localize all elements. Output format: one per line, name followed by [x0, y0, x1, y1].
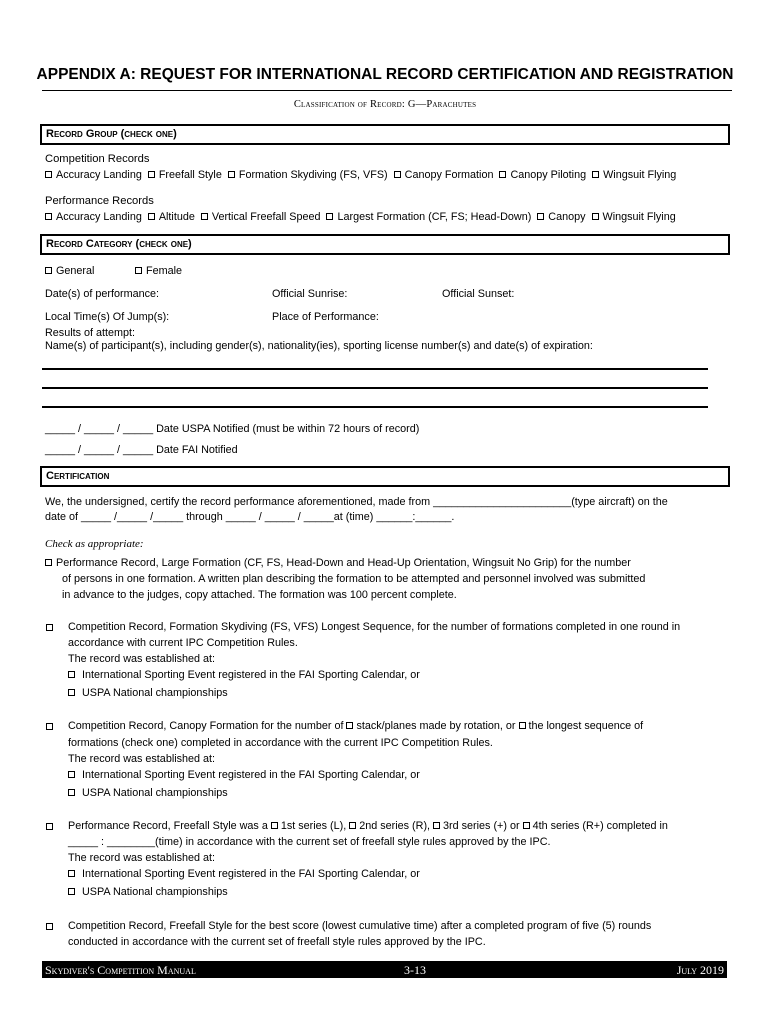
item4-line: _____ : ________(time) in accordance with the current set of freefall style rules approved by the IPC.: [68, 836, 551, 848]
item5-line: conducted in accordance with the current set of freefall style rules approved by the IPC.: [68, 936, 486, 948]
dates-of-performance-label: Date(s) of performance:: [45, 288, 160, 300]
checkbox-icon[interactable]: [537, 213, 544, 220]
checkbox-icon[interactable]: [394, 171, 401, 178]
item5-line: Competition Record, Freefall Style for the best score (lowest cumulative time) after a completed program of five (5) rounds: [68, 920, 652, 932]
item1-line: in advance to the judges, copy attached. The formation was 100 percent complete.: [62, 589, 457, 601]
item3-line: formations (check one) completed in accordance with the current IPC Competition Rules.: [68, 737, 493, 749]
option-label: Wingsuit Flying: [603, 169, 677, 181]
participants-entry-line[interactable]: [42, 406, 708, 408]
competition-records-title: Competition Records: [45, 153, 150, 165]
checkbox-icon[interactable]: [45, 171, 52, 178]
item1-line: Performance Record, Large Formation (CF, FS, Head-Down and Head-Up Orientation, Wingsuit No Grip) for the number: [45, 557, 631, 569]
checkbox-icon[interactable]: [326, 213, 333, 220]
option-label: Canopy Formation: [404, 169, 494, 181]
option-label: Freefall Style: [158, 169, 222, 181]
checkbox-icon[interactable]: [46, 723, 53, 730]
participants-entry-line[interactable]: [42, 368, 708, 370]
record-category-heading: Record Category (check one): [46, 238, 192, 250]
venue-option-fai: International Sporting Event registered in the FAI Sporting Calendar, or: [68, 769, 420, 781]
option-label: Altitude: [158, 211, 195, 223]
performance-records-options: [45, 211, 676, 223]
checkbox-icon[interactable]: [519, 722, 526, 729]
footer-page-number: 3-13: [404, 963, 426, 977]
certification-statement-line: We, the undersigned, certify the record performance aforementioned, made from _______________________(type aircraft) on the: [45, 496, 668, 508]
item4-line: Performance Record, Freefall Style was a 1st series (L), 2nd series (R), 3rd series (+) or 4th series (R+) completed in: [68, 820, 668, 832]
option-label: Vertical Freefall Speed: [211, 211, 321, 223]
footer-date: July 2019: [676, 963, 724, 977]
certification-heading: Certification: [46, 470, 110, 482]
item1-line: of persons in one formation. A written plan describing the formation to be attempted and personnel involved was submitted: [62, 573, 646, 585]
checkbox-icon[interactable]: [68, 888, 75, 895]
checkbox-icon[interactable]: [148, 171, 155, 178]
checkbox-icon[interactable]: [135, 267, 142, 274]
place-of-performance-label: Place of Performance:: [272, 311, 379, 323]
checkbox-icon[interactable]: [46, 923, 53, 930]
checkbox-icon[interactable]: [271, 822, 278, 829]
check-as-appropriate-cue: Check as appropriate:: [45, 538, 144, 550]
item3-line: The record was established at:: [68, 753, 216, 765]
venue-option-fai: International Sporting Event registered in the FAI Sporting Calendar, or: [68, 669, 420, 681]
results-label: Results of attempt:: [45, 327, 136, 339]
classification-subtitle: Classification of Record: G—Parachutes: [293, 99, 477, 110]
checkbox-icon[interactable]: [433, 822, 440, 829]
option-label: Canopy: [548, 211, 586, 223]
category-female-option[interactable]: Female: [135, 265, 182, 277]
record-group-heading-box: [40, 124, 730, 145]
item4-line: The record was established at:: [68, 852, 216, 864]
participants-entry-line[interactable]: [42, 387, 708, 389]
checkbox-icon[interactable]: [148, 213, 155, 220]
checkbox-icon[interactable]: [68, 789, 75, 796]
venue-option-national: USPA National championships: [68, 886, 228, 898]
checkbox-icon[interactable]: [45, 559, 52, 566]
footer-manual-title: Skydiver's Competition Manual: [45, 963, 196, 977]
participants-label: Name(s) of participant(s), including gender(s), nationality(ies), sporting license number(s) and date(s) of expiration:: [45, 340, 593, 352]
checkbox-icon[interactable]: [68, 870, 75, 877]
competition-records-options: [45, 169, 676, 181]
checkbox-icon[interactable]: [346, 722, 353, 729]
checkbox-icon[interactable]: [46, 823, 53, 830]
venue-option-national: USPA National championships: [68, 787, 228, 799]
certification-statement-line: date of _____ /_____ /_____ through _____ / _____ / _____at (time) ______:______.: [45, 511, 455, 523]
performance-records-title: Performance Records: [45, 195, 154, 207]
venue-option-fai: International Sporting Event registered in the FAI Sporting Calendar, or: [68, 868, 420, 880]
official-sunrise-label: Official Sunrise:: [272, 288, 348, 300]
option-label: Wingsuit Flying: [602, 211, 676, 223]
page-title: APPENDIX A: REQUEST FOR INTERNATIONAL RECORD CERTIFICATION AND REGISTRATION: [36, 66, 734, 83]
checkbox-icon[interactable]: [201, 213, 208, 220]
record-category-heading-box: [40, 234, 730, 255]
venue-option-national: USPA National championships: [68, 687, 228, 699]
local-time-label: Local Time(s) Of Jump(s):: [45, 311, 170, 323]
checkbox-icon[interactable]: [46, 624, 53, 631]
category-general-option[interactable]: General: [45, 265, 94, 277]
item2-line: Competition Record, Formation Skydiving (FS, VFS) Longest Sequence, for the number of formations completed in one round in: [68, 621, 681, 633]
page-footer: [42, 961, 727, 978]
option-label: Canopy Piloting: [510, 169, 587, 181]
checkbox-icon[interactable]: [68, 689, 75, 696]
checkbox-icon[interactable]: [499, 171, 506, 178]
uspa-notified-date: _____ / _____ / _____ Date USPA Notified (must be within 72 hours of record): [45, 423, 420, 435]
option-label: Formation Skydiving (FS, VFS): [238, 169, 388, 181]
option-label: Largest Formation (CF, FS; Head-Down): [337, 211, 532, 223]
checkbox-icon[interactable]: [68, 771, 75, 778]
checkbox-icon[interactable]: [592, 213, 599, 220]
item3-line: Competition Record, Canopy Formation for the number of stack/planes made by rotation, or the longest sequence of: [68, 720, 644, 732]
item2-line: The record was established at:: [68, 653, 216, 665]
checkbox-icon[interactable]: [45, 213, 52, 220]
checkbox-icon[interactable]: [592, 171, 599, 178]
checkbox-icon[interactable]: [523, 822, 530, 829]
official-sunset-label: Official Sunset:: [442, 288, 515, 300]
fai-notified-date: _____ / _____ / _____ Date FAI Notified: [45, 444, 238, 456]
record-group-heading: Record Group (check one): [46, 128, 177, 140]
option-label: Accuracy Landing: [56, 169, 142, 181]
item2-line: accordance with current IPC Competition Rules.: [68, 637, 298, 649]
option-label: Accuracy Landing: [56, 211, 142, 223]
title-divider: [42, 90, 732, 91]
checkbox-icon[interactable]: [228, 171, 235, 178]
checkbox-icon[interactable]: [349, 822, 356, 829]
checkbox-icon[interactable]: [45, 267, 52, 274]
checkbox-icon[interactable]: [68, 671, 75, 678]
certification-heading-box: [40, 466, 730, 487]
